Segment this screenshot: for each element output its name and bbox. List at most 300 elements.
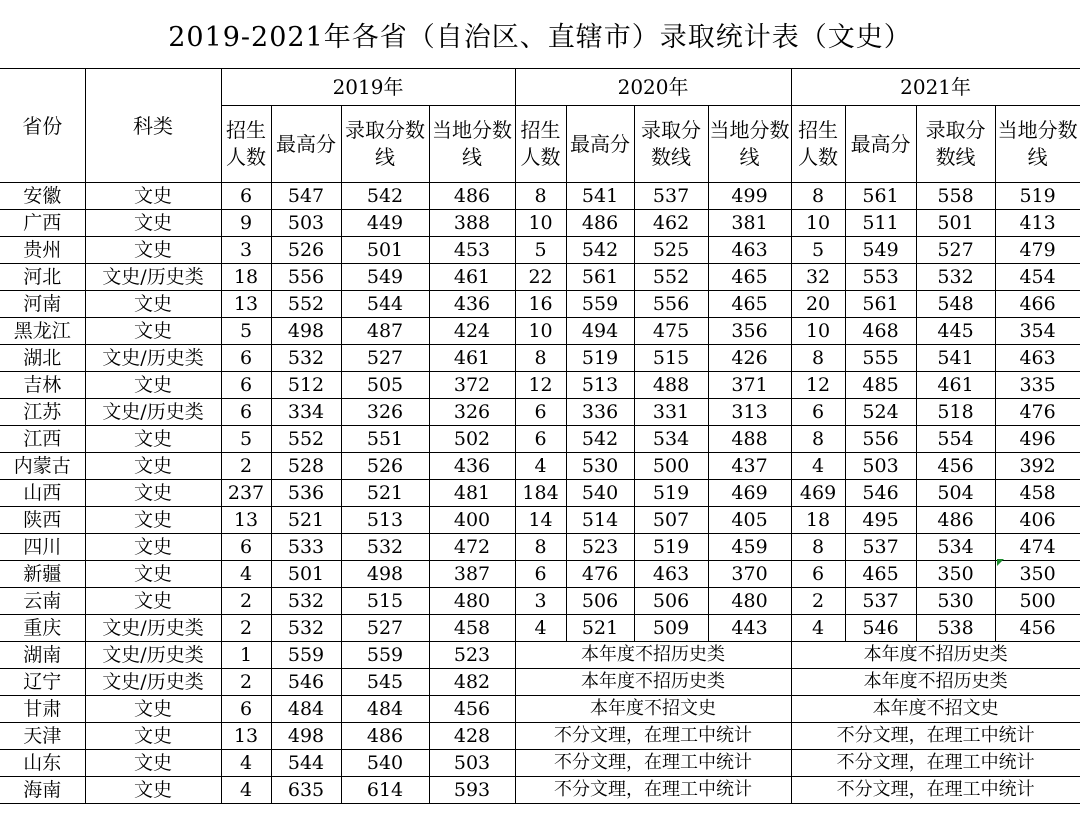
value-cell-2019: 428 — [429, 723, 515, 750]
value-cell-2021: 504 — [916, 480, 995, 507]
value-cell-2019: 2 — [221, 669, 271, 696]
value-cell-2020: 459 — [708, 534, 791, 561]
value-cell-2020: 509 — [634, 615, 708, 642]
note-cell-2021: 不分文理，在理工中统计 — [791, 723, 1080, 750]
value-cell-2019: 547 — [271, 183, 341, 210]
value-cell-2021: 548 — [916, 291, 995, 318]
value-cell-2020: 6 — [515, 399, 566, 426]
value-cell-2021: 466 — [995, 291, 1080, 318]
province-cell: 山西 — [0, 480, 85, 507]
value-cell-2021: 553 — [845, 264, 916, 291]
value-cell-2019: 515 — [341, 588, 429, 615]
header-2019-local: 当地分数线 — [429, 106, 515, 183]
value-cell-2021: 476 — [995, 399, 1080, 426]
value-cell-2019: 532 — [271, 345, 341, 372]
value-cell-2020: 537 — [634, 183, 708, 210]
value-cell-2021: 503 — [845, 453, 916, 480]
value-cell-2020: 6 — [515, 426, 566, 453]
value-cell-2021: 524 — [845, 399, 916, 426]
province-cell: 安徽 — [0, 183, 85, 210]
value-cell-2020: 443 — [708, 615, 791, 642]
value-cell-2021: 541 — [916, 345, 995, 372]
category-cell: 文史 — [85, 750, 221, 777]
value-cell-2019: 472 — [429, 534, 515, 561]
header-2021-cutoff: 录取分数线 — [916, 106, 995, 183]
value-cell-2020: 469 — [708, 480, 791, 507]
value-cell-2020: 463 — [634, 561, 708, 588]
value-cell-2021: 10 — [791, 210, 845, 237]
value-cell-2019: 521 — [271, 507, 341, 534]
category-cell: 文史 — [85, 426, 221, 453]
value-cell-2019: 487 — [341, 318, 429, 345]
value-cell-2019: 542 — [341, 183, 429, 210]
value-cell-2020: 3 — [515, 588, 566, 615]
value-cell-2020: 10 — [515, 318, 566, 345]
value-cell-2019: 13 — [221, 291, 271, 318]
header-category: 科类 — [85, 69, 221, 183]
value-cell-2019: 502 — [429, 426, 515, 453]
value-cell-2020: 16 — [515, 291, 566, 318]
value-cell-2021: 519 — [995, 183, 1080, 210]
header-2019-max: 最高分 — [271, 106, 341, 183]
value-cell-2020: 513 — [566, 372, 634, 399]
note-cell-2020: 本年度不招历史类 — [515, 642, 791, 669]
table-row — [0, 777, 1080, 804]
value-cell-2020: 184 — [515, 480, 566, 507]
value-cell-2019: 532 — [271, 588, 341, 615]
province-cell: 广西 — [0, 210, 85, 237]
province-cell: 甘肃 — [0, 696, 85, 723]
category-cell: 文史 — [85, 183, 221, 210]
note-cell-2021: 不分文理，在理工中统计 — [791, 750, 1080, 777]
value-cell-2021: 5 — [791, 237, 845, 264]
value-cell-2019: 512 — [271, 372, 341, 399]
value-cell-2019: 3 — [221, 237, 271, 264]
value-cell-2019: 614 — [341, 777, 429, 804]
table-row — [0, 615, 1080, 642]
value-cell-2021: 8 — [791, 345, 845, 372]
value-cell-2020: 6 — [515, 561, 566, 588]
value-cell-2021: 4 — [791, 453, 845, 480]
value-cell-2019: 480 — [429, 588, 515, 615]
value-cell-2020: 336 — [566, 399, 634, 426]
category-cell: 文史 — [85, 372, 221, 399]
value-cell-2021: 554 — [916, 426, 995, 453]
value-cell-2021: 546 — [845, 480, 916, 507]
value-cell-2019: 424 — [429, 318, 515, 345]
value-cell-2021: 556 — [845, 426, 916, 453]
value-cell-2019: 436 — [429, 291, 515, 318]
category-cell: 文史 — [85, 561, 221, 588]
header-2019-cutoff: 录取分数线 — [341, 106, 429, 183]
province-cell: 云南 — [0, 588, 85, 615]
value-cell-2020: 540 — [566, 480, 634, 507]
value-cell-2019: 498 — [271, 318, 341, 345]
value-cell-2021: 549 — [845, 237, 916, 264]
value-cell-2019: 540 — [341, 750, 429, 777]
value-cell-2021: 6 — [791, 399, 845, 426]
value-cell-2021: 456 — [995, 615, 1080, 642]
table-row — [0, 291, 1080, 318]
value-cell-2020: 507 — [634, 507, 708, 534]
value-cell-2019: 498 — [341, 561, 429, 588]
value-cell-2021: 354 — [995, 318, 1080, 345]
category-cell: 文史 — [85, 480, 221, 507]
value-cell-2019: 6 — [221, 696, 271, 723]
value-cell-2019: 326 — [429, 399, 515, 426]
value-cell-2019: 486 — [341, 723, 429, 750]
table-row — [0, 642, 1080, 669]
header-2020-cutoff: 录取分数线 — [634, 106, 708, 183]
value-cell-2020: 515 — [634, 345, 708, 372]
value-cell-2021: 538 — [916, 615, 995, 642]
value-cell-2019: 2 — [221, 615, 271, 642]
value-cell-2021: 479 — [995, 237, 1080, 264]
value-cell-2020: 488 — [634, 372, 708, 399]
value-cell-2020: 500 — [634, 453, 708, 480]
value-cell-2019: 372 — [429, 372, 515, 399]
value-cell-2020: 22 — [515, 264, 566, 291]
value-cell-2019: 551 — [341, 426, 429, 453]
value-cell-2019: 544 — [341, 291, 429, 318]
value-cell-2021: 2 — [791, 588, 845, 615]
value-cell-2019: 387 — [429, 561, 515, 588]
category-cell: 文史 — [85, 588, 221, 615]
header-2020-local: 当地分数线 — [708, 106, 791, 183]
province-cell: 四川 — [0, 534, 85, 561]
value-cell-2019: 559 — [271, 642, 341, 669]
category-cell: 文史 — [85, 696, 221, 723]
province-cell: 山东 — [0, 750, 85, 777]
table-row — [0, 534, 1080, 561]
value-cell-2019: 5 — [221, 318, 271, 345]
header-year-2020: 2020年 — [515, 69, 791, 106]
value-cell-2020: 519 — [634, 480, 708, 507]
value-cell-2021: 406 — [995, 507, 1080, 534]
category-cell: 文史/历史类 — [85, 264, 221, 291]
table-row — [0, 723, 1080, 750]
table-row — [0, 588, 1080, 615]
province-cell: 天津 — [0, 723, 85, 750]
value-cell-2021: 445 — [916, 318, 995, 345]
value-cell-2019: 2 — [221, 588, 271, 615]
header-2020-enrollment: 招生人数 — [515, 106, 566, 183]
value-cell-2019: 545 — [341, 669, 429, 696]
value-cell-2019: 484 — [341, 696, 429, 723]
value-cell-2019: 18 — [221, 264, 271, 291]
value-cell-2019: 4 — [221, 561, 271, 588]
value-cell-2019: 461 — [429, 345, 515, 372]
category-cell: 文史 — [85, 777, 221, 804]
value-cell-2019: 552 — [271, 291, 341, 318]
value-cell-2021: 20 — [791, 291, 845, 318]
value-cell-2021: 10 — [791, 318, 845, 345]
value-cell-2019: 559 — [341, 642, 429, 669]
value-cell-2020: 552 — [634, 264, 708, 291]
value-cell-2021: 527 — [916, 237, 995, 264]
value-cell-2020: 499 — [708, 183, 791, 210]
value-cell-2020: 514 — [566, 507, 634, 534]
value-cell-2019: 4 — [221, 750, 271, 777]
value-cell-2019: 13 — [221, 507, 271, 534]
value-cell-2020: 519 — [566, 345, 634, 372]
value-cell-2020: 405 — [708, 507, 791, 534]
value-cell-2019: 505 — [341, 372, 429, 399]
value-cell-2021: 500 — [995, 588, 1080, 615]
value-cell-2021: 350 — [916, 561, 995, 588]
table-body — [0, 183, 1080, 804]
value-cell-2020: 519 — [634, 534, 708, 561]
value-cell-2020: 506 — [634, 588, 708, 615]
value-cell-2021: 335 — [995, 372, 1080, 399]
category-cell: 文史 — [85, 210, 221, 237]
value-cell-2019: 458 — [429, 615, 515, 642]
note-cell-2021: 不分文理，在理工中统计 — [791, 777, 1080, 804]
value-cell-2020: 542 — [566, 426, 634, 453]
value-cell-2020: 542 — [566, 237, 634, 264]
value-cell-2020: 12 — [515, 372, 566, 399]
value-cell-2021: 350 — [995, 561, 1080, 588]
province-cell: 海南 — [0, 777, 85, 804]
province-cell: 陕西 — [0, 507, 85, 534]
value-cell-2021: 530 — [916, 588, 995, 615]
value-cell-2020: 525 — [634, 237, 708, 264]
value-cell-2019: 501 — [341, 237, 429, 264]
cell-comment-marker — [997, 559, 1004, 566]
category-cell: 文史 — [85, 237, 221, 264]
value-cell-2019: 9 — [221, 210, 271, 237]
value-cell-2019: 513 — [341, 507, 429, 534]
value-cell-2019: 6 — [221, 372, 271, 399]
value-cell-2020: 523 — [566, 534, 634, 561]
value-cell-2019: 546 — [271, 669, 341, 696]
value-cell-2019: 482 — [429, 669, 515, 696]
table-row — [0, 372, 1080, 399]
value-cell-2019: 484 — [271, 696, 341, 723]
value-cell-2021: 474 — [995, 534, 1080, 561]
value-cell-2020: 463 — [708, 237, 791, 264]
value-cell-2019: 6 — [221, 345, 271, 372]
value-cell-2021: 537 — [845, 588, 916, 615]
value-cell-2021: 534 — [916, 534, 995, 561]
header-year-2019: 2019年 — [221, 69, 515, 106]
value-cell-2019: 552 — [271, 426, 341, 453]
table-row — [0, 264, 1080, 291]
header-2021-max: 最高分 — [845, 106, 916, 183]
value-cell-2019: 503 — [271, 210, 341, 237]
value-cell-2021: 456 — [916, 453, 995, 480]
value-cell-2020: 437 — [708, 453, 791, 480]
value-cell-2021: 461 — [916, 372, 995, 399]
value-cell-2019: 237 — [221, 480, 271, 507]
value-cell-2021: 8 — [791, 534, 845, 561]
value-cell-2021: 501 — [916, 210, 995, 237]
header-2021-local: 当地分数线 — [995, 106, 1080, 183]
table-row — [0, 345, 1080, 372]
value-cell-2020: 10 — [515, 210, 566, 237]
value-cell-2019: 544 — [271, 750, 341, 777]
value-cell-2020: 488 — [708, 426, 791, 453]
value-cell-2021: 32 — [791, 264, 845, 291]
province-cell: 江西 — [0, 426, 85, 453]
value-cell-2021: 12 — [791, 372, 845, 399]
value-cell-2020: 462 — [634, 210, 708, 237]
note-cell-2020: 不分文理，在理工中统计 — [515, 777, 791, 804]
value-cell-2020: 8 — [515, 345, 566, 372]
value-cell-2020: 8 — [515, 534, 566, 561]
value-cell-2019: 13 — [221, 723, 271, 750]
category-cell: 文史/历史类 — [85, 345, 221, 372]
value-cell-2019: 533 — [271, 534, 341, 561]
table-row — [0, 507, 1080, 534]
province-cell: 江苏 — [0, 399, 85, 426]
category-cell: 文史 — [85, 723, 221, 750]
province-cell: 河北 — [0, 264, 85, 291]
value-cell-2019: 527 — [341, 345, 429, 372]
value-cell-2020: 370 — [708, 561, 791, 588]
value-cell-2019: 388 — [429, 210, 515, 237]
value-cell-2021: 518 — [916, 399, 995, 426]
note-cell-2021: 本年度不招历史类 — [791, 669, 1080, 696]
value-cell-2021: 546 — [845, 615, 916, 642]
value-cell-2019: 526 — [341, 453, 429, 480]
note-cell-2020: 不分文理，在理工中统计 — [515, 723, 791, 750]
table-row — [0, 318, 1080, 345]
value-cell-2020: 559 — [566, 291, 634, 318]
value-cell-2021: 8 — [791, 183, 845, 210]
value-cell-2019: 453 — [429, 237, 515, 264]
value-cell-2020: 8 — [515, 183, 566, 210]
table-row — [0, 480, 1080, 507]
value-cell-2020: 331 — [634, 399, 708, 426]
province-cell: 湖南 — [0, 642, 85, 669]
value-cell-2019: 498 — [271, 723, 341, 750]
province-cell: 新疆 — [0, 561, 85, 588]
value-cell-2021: 561 — [845, 291, 916, 318]
category-cell: 文史 — [85, 291, 221, 318]
value-cell-2019: 4 — [221, 777, 271, 804]
value-cell-2021: 8 — [791, 426, 845, 453]
value-cell-2019: 1 — [221, 642, 271, 669]
table-title: 2019-2021年各省（自治区、直辖市）录取统计表（文史） — [168, 21, 912, 53]
value-cell-2020: 521 — [566, 615, 634, 642]
note-cell-2020: 本年度不招历史类 — [515, 669, 791, 696]
value-cell-2019: 635 — [271, 777, 341, 804]
value-cell-2020: 480 — [708, 588, 791, 615]
value-cell-2020: 14 — [515, 507, 566, 534]
value-cell-2021: 392 — [995, 453, 1080, 480]
value-cell-2019: 334 — [271, 399, 341, 426]
value-cell-2020: 4 — [515, 615, 566, 642]
value-cell-2019: 536 — [271, 480, 341, 507]
table-row — [0, 750, 1080, 777]
value-cell-2019: 528 — [271, 453, 341, 480]
value-cell-2021: 561 — [845, 183, 916, 210]
value-cell-2020: 465 — [708, 291, 791, 318]
value-cell-2019: 556 — [271, 264, 341, 291]
note-cell-2021: 本年度不招历史类 — [791, 642, 1080, 669]
value-cell-2020: 506 — [566, 588, 634, 615]
value-cell-2019: 436 — [429, 453, 515, 480]
header-province: 省份 — [0, 69, 85, 183]
table-row — [0, 237, 1080, 264]
value-cell-2019: 6 — [221, 399, 271, 426]
value-cell-2021: 4 — [791, 615, 845, 642]
table-row — [0, 453, 1080, 480]
note-cell-2020: 不分文理，在理工中统计 — [515, 750, 791, 777]
province-cell: 重庆 — [0, 615, 85, 642]
value-cell-2019: 501 — [271, 561, 341, 588]
value-cell-2021: 511 — [845, 210, 916, 237]
value-cell-2019: 503 — [429, 750, 515, 777]
value-cell-2020: 371 — [708, 372, 791, 399]
value-cell-2019: 456 — [429, 696, 515, 723]
header-2020-max: 最高分 — [566, 106, 634, 183]
value-cell-2019: 486 — [429, 183, 515, 210]
province-cell: 贵州 — [0, 237, 85, 264]
value-cell-2019: 549 — [341, 264, 429, 291]
value-cell-2021: 454 — [995, 264, 1080, 291]
value-cell-2020: 475 — [634, 318, 708, 345]
category-cell: 文史 — [85, 507, 221, 534]
value-cell-2020: 494 — [566, 318, 634, 345]
value-cell-2021: 468 — [845, 318, 916, 345]
value-cell-2019: 326 — [341, 399, 429, 426]
province-cell: 湖北 — [0, 345, 85, 372]
province-cell: 内蒙古 — [0, 453, 85, 480]
province-cell: 河南 — [0, 291, 85, 318]
value-cell-2020: 476 — [566, 561, 634, 588]
category-cell: 文史/历史类 — [85, 669, 221, 696]
value-cell-2019: 523 — [429, 642, 515, 669]
value-cell-2020: 541 — [566, 183, 634, 210]
category-cell: 文史/历史类 — [85, 642, 221, 669]
admission-table — [0, 68, 1080, 804]
value-cell-2019: 461 — [429, 264, 515, 291]
value-cell-2021: 18 — [791, 507, 845, 534]
value-cell-2020: 5 — [515, 237, 566, 264]
table-row — [0, 183, 1080, 210]
value-cell-2019: 532 — [271, 615, 341, 642]
province-cell: 辽宁 — [0, 669, 85, 696]
value-cell-2019: 593 — [429, 777, 515, 804]
value-cell-2019: 400 — [429, 507, 515, 534]
value-cell-2019: 6 — [221, 183, 271, 210]
value-cell-2021: 485 — [845, 372, 916, 399]
value-cell-2021: 465 — [845, 561, 916, 588]
value-cell-2020: 561 — [566, 264, 634, 291]
value-cell-2020: 4 — [515, 453, 566, 480]
value-cell-2020: 426 — [708, 345, 791, 372]
value-cell-2020: 381 — [708, 210, 791, 237]
value-cell-2020: 356 — [708, 318, 791, 345]
category-cell: 文史 — [85, 453, 221, 480]
value-cell-2021: 469 — [791, 480, 845, 507]
value-cell-2019: 6 — [221, 534, 271, 561]
value-cell-2019: 2 — [221, 453, 271, 480]
note-cell-2021: 本年度不招文史 — [791, 696, 1080, 723]
value-cell-2020: 313 — [708, 399, 791, 426]
table-row — [0, 669, 1080, 696]
value-cell-2019: 527 — [341, 615, 429, 642]
value-cell-2021: 537 — [845, 534, 916, 561]
category-cell: 文史 — [85, 318, 221, 345]
value-cell-2021: 558 — [916, 183, 995, 210]
category-cell: 文史 — [85, 534, 221, 561]
province-cell: 吉林 — [0, 372, 85, 399]
value-cell-2019: 449 — [341, 210, 429, 237]
value-cell-2021: 555 — [845, 345, 916, 372]
